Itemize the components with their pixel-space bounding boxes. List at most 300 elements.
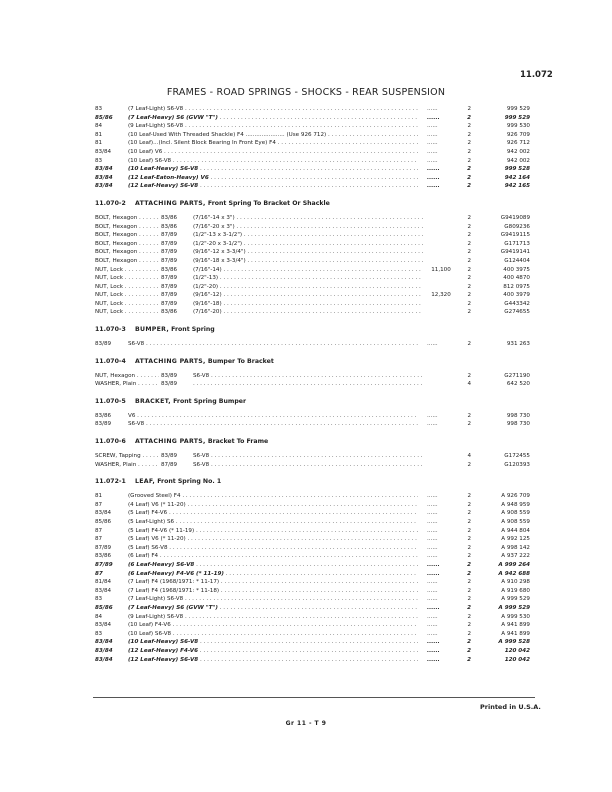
table-row [95, 452, 530, 461]
row-quantity: 2 [467, 536, 471, 543]
table-row [95, 595, 530, 604]
table-row [95, 308, 530, 317]
row-part-number: A 926 709 [501, 493, 530, 500]
row-year: 83/89 [161, 381, 178, 388]
table-row [95, 380, 530, 389]
row-part-number: A 992 125 [501, 536, 530, 543]
row-quantity: 2 [467, 544, 471, 551]
table-row [95, 148, 530, 157]
parts-list [95, 105, 530, 664]
row-leader: ...... [427, 148, 438, 155]
table-row [95, 604, 530, 613]
row-year: 87/89 [161, 461, 178, 468]
row-year: 87/89 [161, 257, 178, 264]
row-year: 83/89 [95, 421, 112, 428]
table-row [95, 544, 530, 553]
section-number: 11.070-2 [95, 199, 126, 207]
row-part-number: G9419141 [500, 249, 530, 256]
row-leader: ...... [427, 412, 438, 419]
row-year: 87 [95, 570, 103, 577]
table-row [95, 240, 530, 249]
row-spec: S6-V8 . . . [193, 372, 423, 381]
row-spec: (7/16"-14) . . . [193, 266, 423, 275]
row-description: (12 Leaf-Eaton-Heavy) V6 . . . [128, 174, 418, 183]
row-leader: ...... [427, 183, 440, 190]
row-part-number: A 937 222 [501, 553, 530, 560]
row-part-name: NUT, Hexagon . . . [95, 372, 159, 381]
section-heading [95, 475, 530, 488]
row-part-number: 942 164 [504, 174, 530, 181]
row-quantity: 2 [467, 656, 471, 663]
row-year: 83 [95, 157, 103, 164]
row-description: (Grooved Steel) F4 . . . [128, 492, 418, 501]
table-row [95, 165, 530, 174]
row-leader: ...... [427, 579, 438, 586]
row-quantity: 2 [467, 527, 471, 534]
row-part-number: A 944 804 [501, 527, 530, 534]
row-year: 83 [95, 596, 103, 603]
row-description: (9 Leaf-Light) S6-V8 . . . [128, 122, 418, 131]
row-description: (5 Leaf-Light) S6 . . . [128, 518, 418, 527]
row-quantity: 2 [467, 106, 471, 112]
row-description: (7 Leaf-Heavy) S6 (GVW "T") . . . [128, 604, 418, 613]
row-leader: ...... [427, 587, 438, 594]
row-part-name: WASHER, Plain . . . [95, 380, 159, 389]
section-heading [95, 435, 530, 448]
table-row [95, 552, 530, 561]
row-year: 87 [95, 527, 103, 534]
row-part-number: A 999 530 [501, 613, 530, 620]
section-rows [95, 412, 530, 429]
row-quantity: 2 [467, 140, 471, 147]
table-row [95, 518, 530, 527]
row-spec: (7/16"-14 x 3") . . . [193, 214, 423, 223]
table-row [95, 656, 530, 665]
row-spec: (1/2"-20 x 3-1/2") . . . [193, 240, 423, 249]
row-spec: (9/16"-18 x 3-3/4") . . . [193, 257, 423, 266]
table-row [95, 527, 530, 536]
row-part-name: BOLT, Hexagon . . . [95, 231, 159, 240]
row-leader: ...... [427, 510, 438, 517]
table-row [95, 114, 530, 123]
table-row [95, 587, 530, 596]
row-part-number: 999 530 [506, 123, 530, 130]
row-year: 83/84 [95, 183, 113, 190]
section-heading [95, 197, 530, 210]
row-leader: ...... [427, 656, 440, 663]
row-year: 83 [95, 106, 103, 112]
table-row [95, 300, 530, 309]
row-description: (10 Leaf) S6-V8 . . . [128, 630, 418, 639]
row-leader: ...... [427, 501, 438, 508]
table-row [95, 372, 530, 381]
row-quantity: 2 [467, 630, 471, 637]
row-quantity: 2 [467, 300, 471, 307]
table-row [95, 122, 530, 131]
row-spec: (9/16"-12 x 3-3/4") . . . [193, 248, 423, 257]
row-year: 83/89 [161, 372, 178, 379]
row-part-number: A 999 529 [501, 596, 530, 603]
table-row [95, 613, 530, 622]
table-row [95, 461, 530, 470]
row-description: (5 Leaf) F4-V6 (* 11-19) . . . [128, 527, 418, 536]
table-row [95, 174, 530, 183]
row-part-number: A 941 899 [501, 622, 530, 629]
table-row [95, 561, 530, 570]
table-row [95, 340, 530, 349]
section-title: BRACKET, [135, 397, 171, 405]
page-number: 11.072 [520, 70, 553, 80]
section-rows [95, 492, 530, 664]
table-row [95, 283, 530, 292]
row-quantity: 2 [467, 553, 471, 560]
row-quantity: 2 [467, 123, 471, 130]
row-part-name: NUT, Lock . . . [95, 300, 159, 309]
row-quantity: 2 [467, 292, 471, 299]
section-rows [95, 452, 530, 469]
row-year: 83/84 [95, 587, 112, 594]
intro-rows [95, 105, 530, 191]
row-part-number: 999 528 [504, 166, 530, 173]
section-number: 11.070-5 [95, 397, 126, 405]
row-quantity: 2 [467, 341, 471, 348]
row-quantity: 2 [467, 372, 471, 379]
row-spec: (7/16"-20 x 3") . . . [193, 223, 423, 232]
row-part-number: 998 730 [506, 421, 530, 428]
row-year: 84 [95, 123, 103, 130]
row-quantity: 2 [467, 613, 471, 620]
row-quantity: 2 [467, 510, 471, 517]
table-row [95, 231, 530, 240]
table-row [95, 105, 530, 114]
row-spec: (1/2"-13 x 3-1/2") . . . [193, 231, 423, 240]
table-row [95, 630, 530, 639]
row-year: 83/84 [95, 166, 113, 173]
row-quantity: 2 [467, 579, 471, 586]
row-quantity: 4 [467, 453, 471, 460]
footer-divider [93, 697, 535, 698]
row-part-number: G274655 [504, 309, 530, 316]
row-quantity: 2 [467, 240, 471, 247]
row-leader: ...... [427, 561, 440, 568]
row-part-number: G809236 [504, 223, 530, 230]
row-part-number: A 908 559 [501, 510, 530, 517]
row-leader: ...... [427, 157, 438, 164]
row-part-number: 120 042 [504, 656, 530, 663]
row-part-name: NUT, Lock . . . [95, 291, 159, 300]
row-description: (12 Leaf-Heavy) S6-V8 . . . [128, 182, 418, 191]
row-description: V6 . . . [128, 412, 418, 421]
row-part-name: NUT, Lock . . . [95, 266, 159, 275]
row-year: 83/86 [95, 553, 112, 560]
row-year: 83 [95, 630, 103, 637]
row-part-name: BOLT, Hexagon . . . [95, 214, 159, 223]
table-row [95, 412, 530, 421]
row-leader: ...... [427, 131, 438, 138]
row-part-number: A 999 528 [498, 639, 530, 646]
section-number: 11.070-6 [95, 438, 126, 446]
row-year: 83/84 [95, 656, 113, 663]
row-part-number: 999 529 [506, 106, 530, 112]
row-year: 87/89 [161, 275, 178, 282]
row-year: 83/84 [95, 148, 112, 155]
row-year: 83/84 [95, 622, 112, 629]
section-number: 11.070-4 [95, 357, 126, 365]
row-spec [193, 380, 423, 389]
row-quantity: 2 [467, 412, 471, 419]
row-year: 83/86 [161, 223, 178, 230]
section-title: BUMPER, [135, 326, 169, 334]
row-description: (10 Leaf-Heavy) S6-V8 . . . [128, 638, 418, 647]
table-row [95, 501, 530, 510]
section-rows [95, 372, 530, 389]
row-year: 87/89 [161, 283, 178, 290]
row-leader: ...... [427, 570, 440, 577]
row-part-number: G120393 [504, 461, 530, 468]
table-row [95, 131, 530, 140]
row-part-number: 998 730 [506, 412, 530, 419]
table-row [95, 214, 530, 223]
row-description: S6-V8 . . . [128, 340, 418, 349]
row-leader: ...... [427, 493, 438, 500]
row-description: (12 Leaf-Heavy) S6-V8 . . . [128, 656, 418, 665]
section-title: ATTACHING PARTS, [135, 438, 206, 446]
row-description: (7 Leaf) F4 (1968/1971: * 11-17) . . . [128, 578, 418, 587]
table-row [95, 157, 530, 166]
section-subtitle: Bracket To Frame [207, 438, 269, 446]
row-quantity: 2 [467, 639, 471, 646]
section-heading [95, 355, 530, 368]
printed-in: Printed in U.S.A. [480, 703, 541, 711]
row-leader: ...... [427, 140, 438, 147]
row-part-number: G9419089 [500, 214, 530, 221]
page-title: FRAMES - ROAD SPRINGS - SHOCKS - REAR SUSPENSION [166, 87, 446, 98]
row-leader: ...... [427, 536, 438, 543]
row-description: (9 Leaf-Light) S6-V8 . . . [128, 613, 418, 622]
row-part-name: BOLT, Hexagon . . . [95, 248, 159, 257]
row-description: (5 Leaf) V6 (* 11-20) . . . [128, 535, 418, 544]
row-leader: ...... [427, 519, 438, 525]
row-part-name: NUT, Lock . . . [95, 283, 159, 292]
row-year: 87 [95, 501, 103, 508]
table-row [95, 647, 530, 656]
row-part-number: G9419115 [500, 232, 530, 239]
row-part-number: A 999 264 [498, 561, 530, 568]
row-part-number: 400 3975 [503, 266, 530, 273]
row-part-number: 400 3979 [503, 292, 530, 299]
row-leader: ...... [427, 544, 438, 551]
row-description: (10 Leaf-Used With Threaded Shackle) F4 ...................... (Use 926 712) . . . [128, 131, 418, 140]
row-part-number: G124404 [504, 257, 530, 264]
table-row [95, 638, 530, 647]
row-quantity: 2 [467, 647, 471, 654]
row-quantity: 2 [467, 604, 471, 611]
section-rows [95, 214, 530, 317]
row-part-number: 942 002 [506, 148, 530, 155]
table-row [95, 266, 530, 275]
table-row [95, 535, 530, 544]
row-part-number: A 999 529 [498, 604, 530, 611]
row-spec: (9/16"-12) . . . [193, 291, 423, 300]
row-quantity: 2 [467, 421, 471, 428]
row-part-number: 942 002 [506, 157, 530, 164]
row-spec: S6-V8 . . . [193, 461, 423, 470]
row-year: 84 [95, 613, 103, 620]
row-quantity: 2 [467, 561, 471, 568]
row-year: 83/86 [161, 214, 178, 221]
row-part-name: BOLT, Hexagon . . . [95, 240, 159, 249]
row-spec: (1/2"-20) . . . [193, 283, 423, 292]
row-leader: ...... [427, 553, 438, 560]
row-leader: ...... [427, 622, 438, 629]
row-year: 83/86 [95, 412, 112, 419]
table-row [95, 274, 530, 283]
row-quantity: 4 [467, 381, 471, 388]
row-leader: ...... [427, 596, 438, 603]
row-year: 87/89 [95, 544, 112, 551]
row-description: (5 Leaf) F4-V6 . . . [128, 509, 418, 518]
table-row [95, 223, 530, 232]
row-part-number: 999 529 [504, 114, 530, 121]
section-heading [95, 323, 530, 336]
row-quantity: 2 [467, 461, 471, 468]
table-row [95, 570, 530, 579]
row-quantity: 2 [467, 266, 471, 273]
section-title: ATTACHING PARTS, [135, 199, 206, 207]
row-description: (10 Leaf)...(Incl. Silent Block Bearing In Front Eye) F4 . . . [128, 139, 418, 148]
row-serial: 11,100 [431, 266, 451, 273]
row-description: (6 Leaf) F4 . . . [128, 552, 418, 561]
row-leader: ...... [427, 174, 440, 181]
section-number: 11.070-3 [95, 326, 126, 334]
row-quantity: 2 [467, 148, 471, 155]
row-quantity: 2 [467, 275, 471, 282]
row-part-number: A 942 688 [498, 570, 530, 577]
row-quantity: 2 [467, 223, 471, 230]
row-description: (10 Leaf) S6-V8 . . . [128, 157, 418, 166]
row-quantity: 2 [467, 166, 471, 173]
table-row [95, 578, 530, 587]
row-description: (7 Leaf-Heavy) S6 (GVW "T") . . . [128, 114, 418, 123]
table-row [95, 291, 530, 300]
row-leader: ...... [427, 166, 440, 173]
row-quantity: 2 [467, 519, 471, 525]
table-row [95, 257, 530, 266]
row-leader: ...... [427, 106, 438, 112]
row-leader: ...... [427, 114, 440, 121]
row-spec: (9/16"-18) . . . [193, 300, 423, 309]
section-subtitle: Bumper To Bracket [207, 357, 274, 365]
row-quantity: 2 [467, 257, 471, 264]
row-year: 81 [95, 131, 103, 138]
row-description: (10 Leaf) V6 . . . [128, 148, 418, 157]
group-code: Gr 11 - T 9 [285, 720, 327, 727]
table-row [95, 509, 530, 518]
row-part-number: G172455 [504, 453, 530, 460]
row-part-number: 942 165 [504, 183, 530, 190]
row-year: 85/86 [95, 604, 113, 611]
row-part-number: G171713 [504, 240, 530, 247]
row-part-number: 120 042 [504, 647, 530, 654]
row-year: 87/89 [161, 249, 178, 256]
row-year: 83/86 [161, 309, 178, 316]
row-year: 87/89 [161, 240, 178, 247]
row-quantity: 2 [467, 183, 471, 190]
row-part-number: 642 520 [506, 381, 530, 388]
row-quantity: 2 [467, 174, 471, 181]
row-year: 83/89 [161, 453, 178, 460]
row-year: 81/84 [95, 579, 112, 586]
row-leader: ...... [427, 630, 438, 637]
row-description: (7 Leaf) F4 (1968/1971: * 11-18) . . . [128, 587, 418, 596]
section-title: LEAF, [135, 478, 156, 486]
section-subtitle: Front Spring [171, 326, 215, 334]
row-part-number: A 948 959 [501, 501, 530, 508]
row-year: 85/86 [95, 519, 112, 525]
row-year: 87/89 [95, 561, 113, 568]
row-year: 83/84 [95, 510, 112, 517]
row-part-number: A 910 298 [501, 579, 530, 586]
table-row [95, 182, 530, 191]
row-year: 83/86 [161, 266, 178, 273]
row-part-name: NUT, Lock . . . [95, 274, 159, 283]
row-part-name: NUT, Lock . . . [95, 308, 159, 317]
row-spec: S6-V8 . . . [193, 452, 423, 461]
row-quantity: 2 [467, 214, 471, 221]
row-year: 87 [95, 536, 103, 543]
row-year: 83/84 [95, 174, 113, 181]
section-title: ATTACHING PARTS, [135, 357, 206, 365]
row-quantity: 2 [467, 114, 471, 121]
table-row [95, 139, 530, 148]
row-leader: ...... [427, 604, 440, 611]
row-description: (10 Leaf) F4-V6 . . . [128, 621, 418, 630]
section-number: 11.072-1 [95, 478, 126, 486]
row-part-number: A 908 559 [501, 519, 530, 525]
row-quantity: 2 [467, 283, 471, 290]
row-leader: ...... [427, 527, 438, 534]
row-year: 83/84 [95, 647, 113, 654]
row-part-number: A 998 142 [501, 544, 530, 551]
row-quantity: 2 [467, 493, 471, 500]
row-part-number: 931 263 [506, 341, 530, 348]
row-quantity: 2 [467, 570, 471, 577]
row-part-number: A 919 680 [501, 587, 530, 594]
row-leader: ...... [427, 647, 440, 654]
row-year: 87/89 [161, 232, 178, 239]
row-description: (12 Leaf-Heavy) F4-V6 . . . [128, 647, 418, 656]
row-leader: ...... [427, 613, 438, 620]
table-row [95, 248, 530, 257]
row-quantity: 2 [467, 596, 471, 603]
row-description: (6 Leaf-Heavy) F4-V6 (* 11-19) . . . [128, 570, 418, 579]
row-leader: ...... [427, 421, 438, 428]
row-part-number: G443342 [504, 300, 530, 307]
row-leader: ...... [427, 639, 440, 646]
row-quantity: 2 [467, 501, 471, 508]
section-subtitle: Front Spring To Bracket Or Shackle [207, 199, 330, 207]
row-description: (6 Leaf-Heavy) S6-V8 . . . [128, 561, 418, 570]
row-quantity: 2 [467, 232, 471, 239]
row-leader: ...... [427, 123, 438, 130]
section-heading [95, 395, 530, 408]
row-quantity: 2 [467, 249, 471, 256]
section-subtitle: Front Spring No. 1 [157, 478, 222, 486]
row-year: 87/89 [161, 292, 178, 299]
row-part-name: BOLT, Hexagon . . . [95, 257, 159, 266]
row-part-number: 812 0975 [503, 283, 530, 290]
row-year: 83/89 [95, 341, 112, 348]
